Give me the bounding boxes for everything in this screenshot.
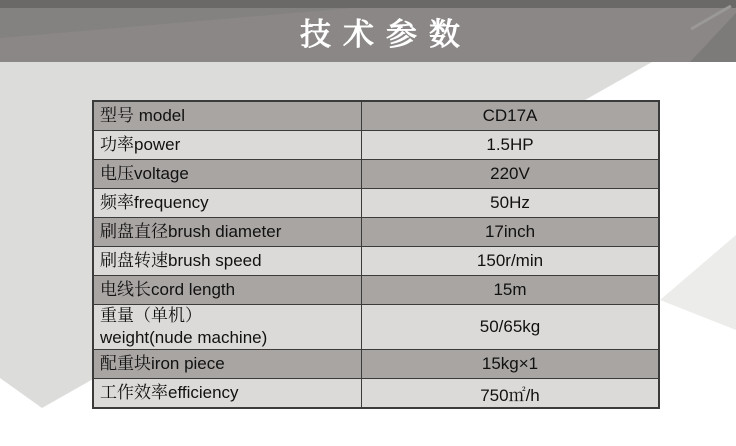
spec-label-cell [93, 218, 362, 247]
spec-label-line2: weight(nude machine) [100, 328, 268, 347]
spec-value-cell: 1.5HP [362, 131, 660, 160]
spec-value-cell: 17inch [362, 218, 660, 247]
spec-label-cell [93, 189, 362, 218]
spec-label: 型号 model [100, 106, 186, 125]
table-row [93, 189, 659, 218]
spec-value-cell: 15m [362, 276, 660, 305]
spec-label-cell [93, 305, 362, 350]
table-row [93, 379, 659, 409]
spec-value-cell: 220V [362, 160, 660, 189]
spec-value-cell: 15kg×1 [362, 350, 660, 379]
table-row [93, 276, 659, 305]
table-row [93, 101, 659, 131]
spec-label-cell [93, 276, 362, 305]
spec-label: 频率frequency [100, 193, 209, 212]
spec-value-cell: 50/65kg [362, 305, 660, 350]
table-row [93, 218, 659, 247]
spec-label-cell [93, 101, 362, 131]
spec-value-cell: 750㎡/h [362, 379, 660, 409]
banner-top-strip [0, 0, 736, 8]
table-row [93, 247, 659, 276]
spec-label-cell [93, 160, 362, 189]
spec-label: 刷盘直径brush diameter [100, 222, 282, 241]
spec-label: 功率power [100, 135, 181, 154]
spec-label: 电线长cord length [100, 280, 236, 299]
spec-label-cell [93, 247, 362, 276]
spec-table [92, 100, 660, 409]
spec-table-body [93, 101, 659, 408]
table-row [93, 160, 659, 189]
spec-value-cell: 150r/min [362, 247, 660, 276]
title-banner [0, 0, 736, 62]
spec-value-cell: CD17A [362, 101, 660, 131]
table-row [93, 131, 659, 160]
spec-label: 配重块iron piece [100, 354, 225, 373]
table-row [93, 305, 659, 350]
spec-label-cell [93, 379, 362, 409]
spec-label: 重量（单机） [100, 306, 202, 325]
page-title: 技术参数 [300, 17, 472, 52]
spec-label-cell [93, 350, 362, 379]
spec-label-cell [93, 131, 362, 160]
table-row [93, 350, 659, 379]
spec-label: 工作效率efficiency [100, 383, 239, 402]
spec-label: 刷盘转速brush speed [100, 251, 262, 270]
spec-value-cell: 50Hz [362, 189, 660, 218]
spec-label: 电压voltage [100, 164, 189, 183]
